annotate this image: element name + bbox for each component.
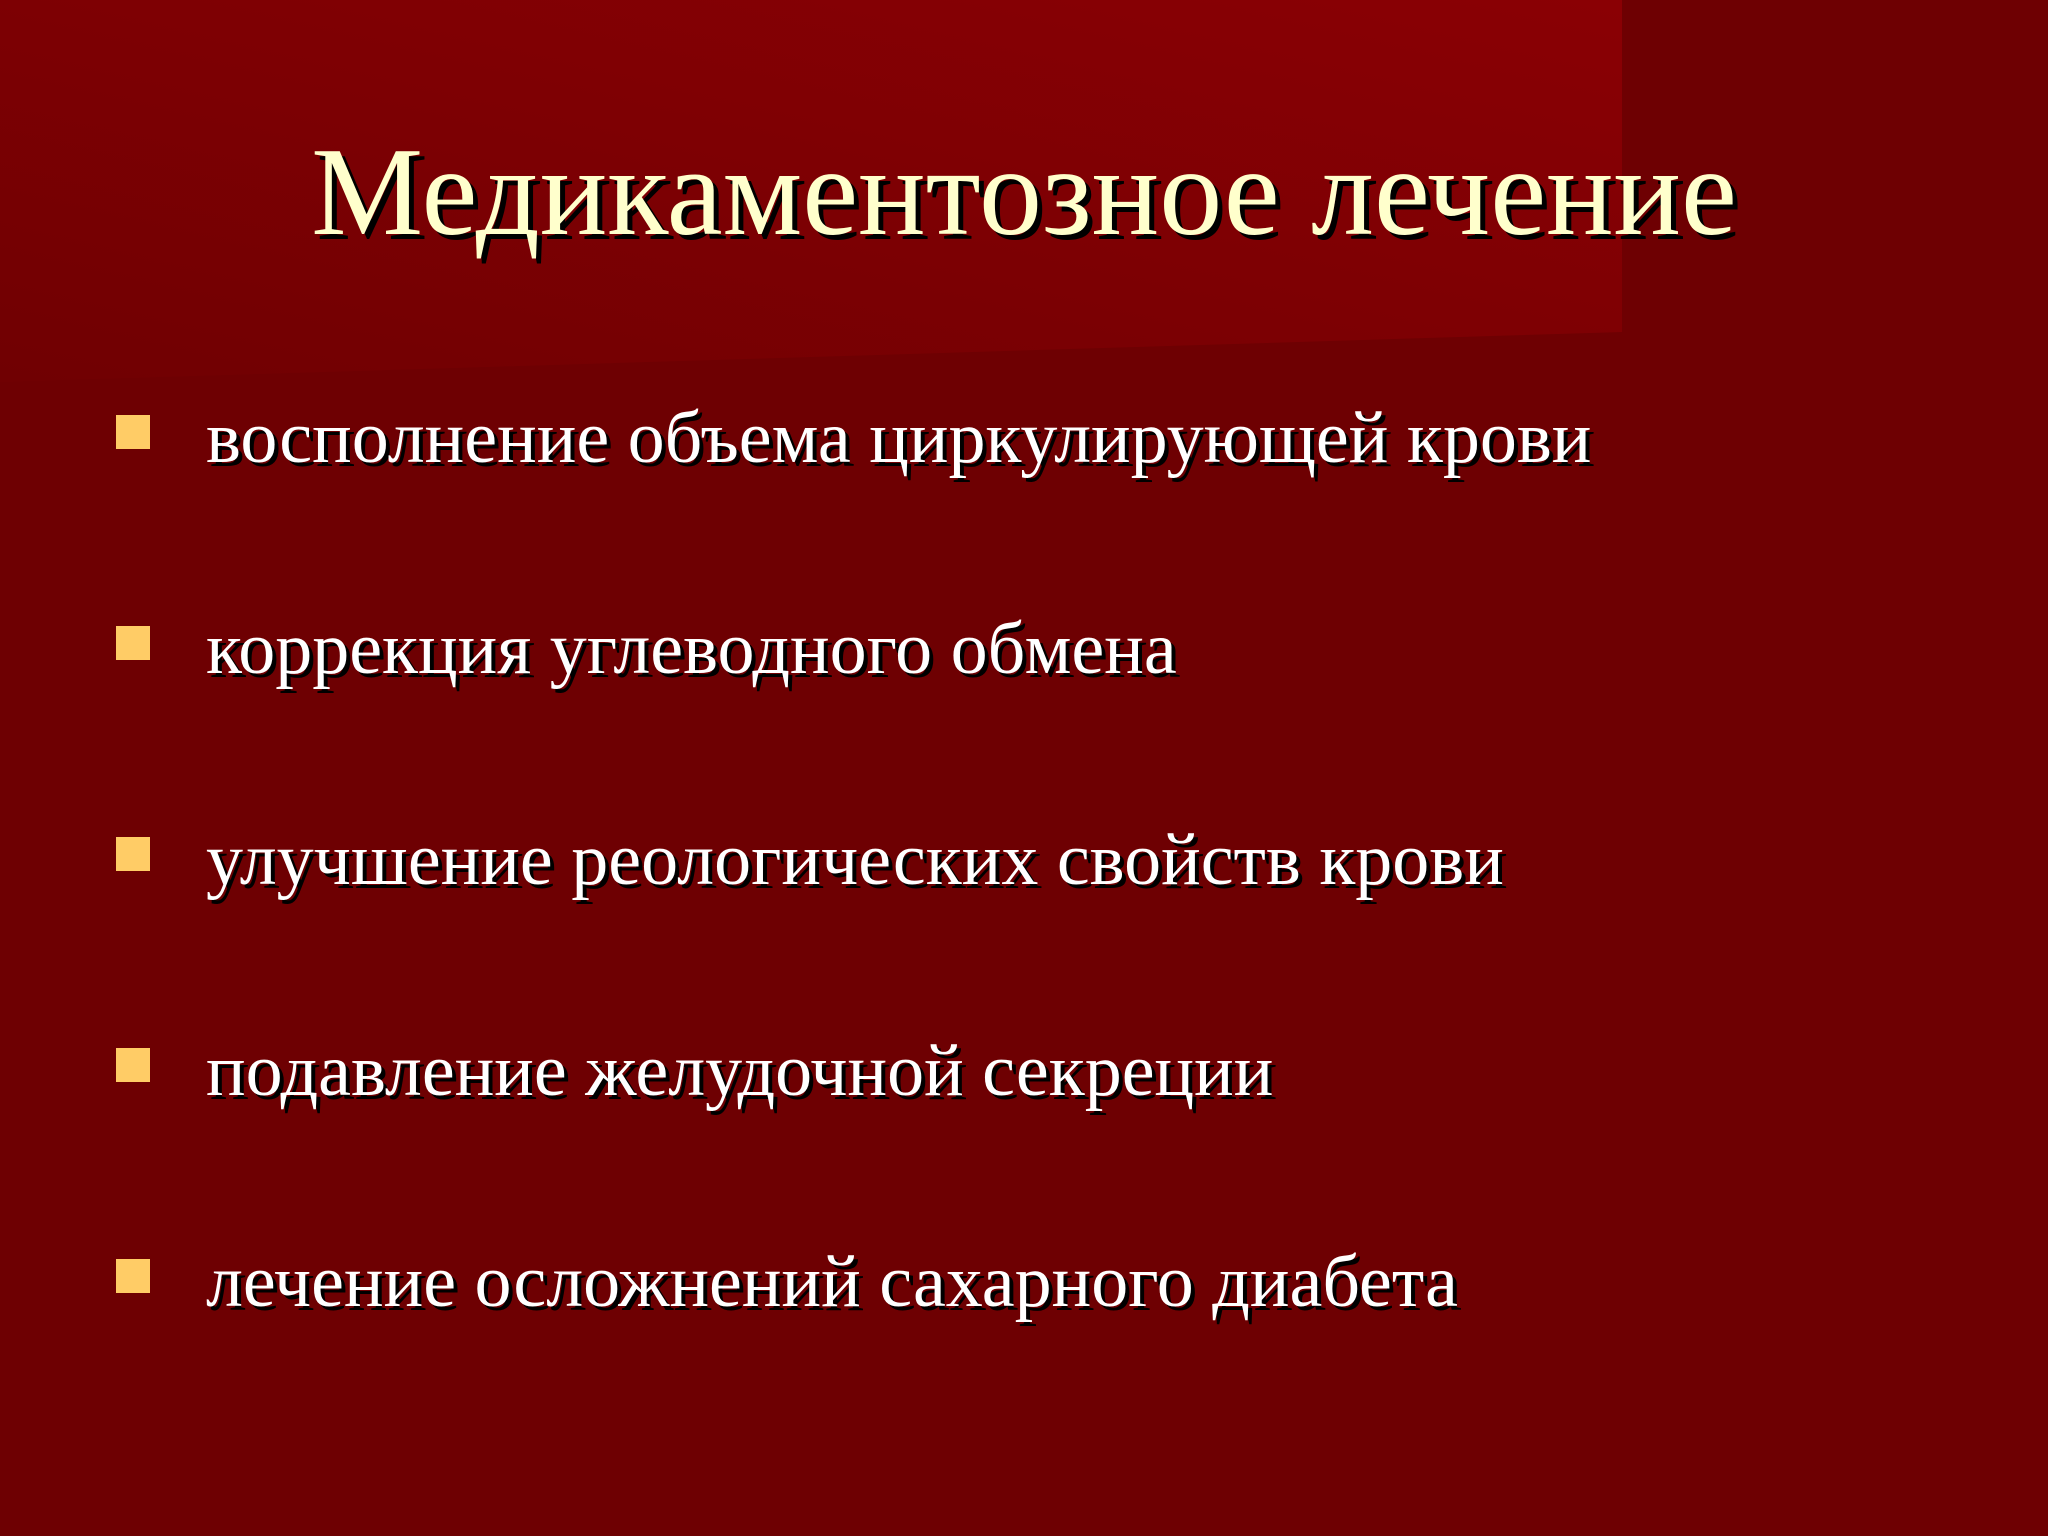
bullet-text: подавление желудочной секреции	[206, 1030, 1274, 1112]
bullet-text: восполнение объема циркулирующей крови	[206, 397, 1592, 479]
slide-title: Медикаментозное лечение	[311, 123, 1737, 262]
bullet-item	[0, 815, 2048, 905]
bullet-text: коррекция углеводного обмена	[206, 608, 1177, 690]
bullet-item	[0, 393, 2048, 483]
square-bullet-icon	[116, 1259, 150, 1293]
bullet-item	[0, 1026, 2048, 1116]
square-bullet-icon	[116, 626, 150, 660]
square-bullet-icon	[116, 415, 150, 449]
bullet-text: лечение осложнений сахарного диабета	[206, 1241, 1458, 1323]
square-bullet-icon	[116, 837, 150, 871]
square-bullet-icon	[116, 1048, 150, 1082]
bullet-item	[0, 604, 2048, 694]
bullet-text: улучшение реологических свойств крови	[206, 819, 1504, 901]
bullet-item	[0, 1237, 2048, 1327]
